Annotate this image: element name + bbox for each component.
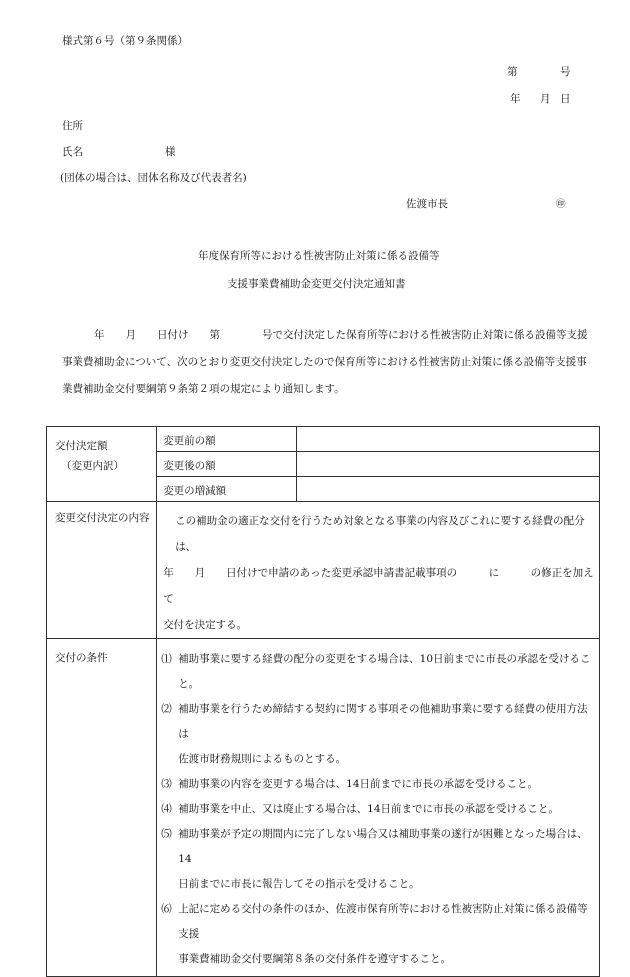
name-label: 氏名 (62, 146, 83, 158)
condition-text: 補助事業の内容を変更する場合は、14日前までに市長の承認を受けること。 (178, 778, 539, 790)
body-line-2: 事業費補助金について、次のとおり変更交付決定したので保育所等における性被害防止対策に係る設備等支援事 (62, 356, 587, 368)
doc-number-prefix: 第 (507, 66, 518, 78)
after-amount-value (297, 452, 600, 477)
condition-number: ⑸ (161, 828, 172, 840)
content-line-2: 年 月 日付けで申請のあった変更承認申請書記載事項の に の修正を加えて (163, 567, 594, 605)
amount-row-before (47, 427, 600, 452)
amount-label-cell (47, 427, 157, 502)
conditions-row (47, 639, 600, 977)
body-line-3: 業費補助金交付要綱第９条第２項の規定により通知します。 (62, 383, 345, 395)
condition-continuation: 事業費補助金交付要綱第８条の交付条件を遵守すること。 (178, 953, 452, 965)
content-line-3: 交付を決定する。 (163, 619, 248, 631)
condition-text: 補助事業を行うため締結する契約に関する事項その他補助事業に要する経費の使用方法は (178, 703, 588, 740)
content-row (47, 502, 600, 639)
condition-text: 補助事業が予定の期間内に完了しない場合又は補助事業の遂行が困難となった場合は、14 (178, 828, 588, 865)
date-day: 日 (560, 93, 571, 105)
address-label: 住所 (62, 120, 83, 132)
condition-item-4 (161, 797, 595, 822)
after-amount-label: 変更後の額 (163, 460, 216, 472)
condition-text: 補助事業に要する経費の配分の変更をする場合は、10日前までに市長の承認を受けること。 (178, 653, 591, 690)
condition-continuation: 日前までに市長に報告してその指示を受けること。 (178, 878, 420, 890)
condition-item-6 (161, 897, 595, 972)
grant-table (46, 426, 600, 977)
content-cell (157, 502, 600, 639)
conditions-label: 交付の条件 (55, 652, 108, 664)
honorific: 様 (165, 146, 176, 158)
org-note: (団体の場合は、団体名称及び代表者名) (60, 172, 247, 184)
condition-text: 上記に定める交付の条件のほか、佐渡市保育所等における性被害防止対策に係る設備等支援 (178, 903, 588, 940)
before-amount-label: 変更前の額 (163, 435, 216, 447)
condition-number: ⑷ (161, 803, 172, 815)
condition-number: ⑶ (161, 778, 172, 790)
condition-number: ⑴ (161, 653, 172, 665)
condition-continuation: 佐渡市財務規則によるものとする。 (178, 753, 347, 765)
page-title-line1: 年度保育所等における性被害防止対策に係る設備等 (198, 250, 440, 262)
condition-text: 補助事業を中止、又は廃止する場合は、14日前までに市長の承認を受けること。 (178, 803, 560, 815)
condition-item-3 (161, 772, 595, 797)
diff-amount-label: 変更の増減額 (163, 485, 227, 497)
seal-mark: ㊞ (556, 199, 566, 210)
condition-item-2 (161, 697, 595, 772)
date-year: 年 (510, 93, 521, 105)
form-number: 様式第６号（第９条関係） (62, 35, 188, 47)
diff-amount-value (297, 477, 600, 502)
content-label: 変更交付決定の内容 (55, 512, 150, 524)
condition-number: ⑹ (161, 903, 172, 915)
condition-number: ⑵ (161, 703, 172, 715)
condition-item-1 (161, 647, 595, 697)
amount-sub-label: （変更内訳） (61, 460, 124, 472)
before-amount-value (297, 427, 600, 452)
date-month: 月 (540, 93, 551, 105)
condition-item-5 (161, 822, 595, 897)
conditions-cell (157, 639, 600, 977)
page-title-line2: 支援事業費補助金変更交付決定通知書 (227, 278, 406, 290)
issuer-title: 佐渡市長 (406, 198, 448, 210)
content-line-1: この補助金の適正な交付を行うため対象となる事業の内容及びこれに要する経費の配分は、 (175, 515, 585, 553)
doc-number-suffix: 号 (560, 66, 571, 78)
body-line-1: 年 月 日付け 第 号で交付決定した保育所等における性被害防止対策に係る設備等支援 (94, 329, 588, 341)
amount-label: 交付決定額 (55, 440, 108, 452)
